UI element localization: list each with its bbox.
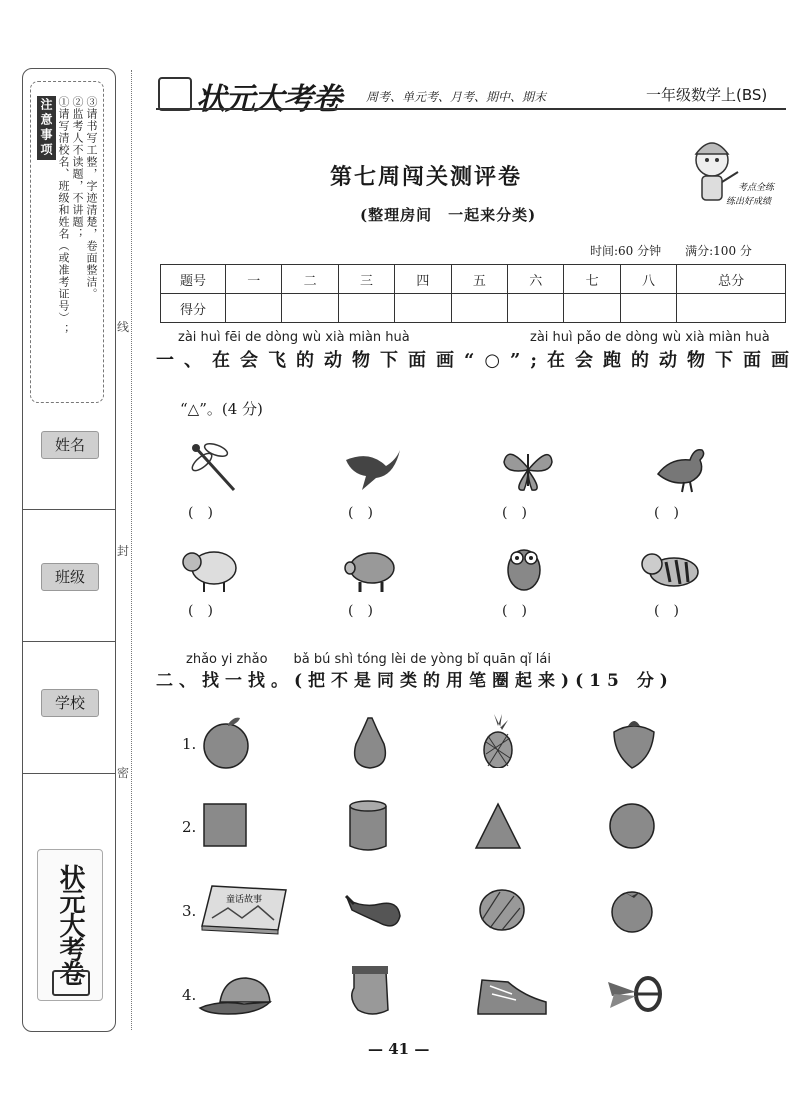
score-input-cell[interactable] xyxy=(620,294,676,323)
mitten-icon[interactable] xyxy=(344,962,404,1018)
left-margin-panel xyxy=(22,68,116,1032)
notice-line-1: ①请写清校名、班级和姓名（或准考证号）； xyxy=(57,96,70,336)
q1-pinyin-left: zài huì fēi de dòng wù xià miàn huà xyxy=(178,330,410,345)
notice-line-2: ②监考人不读题，不讲题； xyxy=(71,96,84,240)
q1-text-continued: “△”。(4 分) xyxy=(180,400,263,418)
pineapple-icon[interactable] xyxy=(468,712,528,768)
cap-icon[interactable] xyxy=(198,966,282,1022)
dragonfly-icon xyxy=(186,440,246,496)
class-field-label: 班级 xyxy=(41,563,99,591)
cut-mark-seal: 封 xyxy=(117,544,130,558)
score-input-cell[interactable] xyxy=(451,294,507,323)
table-cell: 二 xyxy=(282,265,338,294)
publisher-logo-icon xyxy=(52,970,90,996)
mascot-caption-2: 练出好成绩 xyxy=(726,197,772,207)
pear-icon[interactable] xyxy=(340,714,400,770)
field-separator xyxy=(23,641,115,642)
swallow-icon xyxy=(342,440,402,496)
strawberry-icon[interactable] xyxy=(604,714,664,770)
q2-pinyin: zhǎo yi zhǎo bǎ bú shì tóng lèi de yòng bǐ quān qǐ lái xyxy=(186,652,551,667)
pig-icon xyxy=(340,540,400,596)
storybook-title: 童话故事 xyxy=(226,895,263,905)
storybook-icon[interactable] xyxy=(198,880,290,936)
table-cell: 八 xyxy=(620,265,676,294)
table-cell: 五 xyxy=(451,265,507,294)
table-cell: 得分 xyxy=(161,294,226,323)
side-logo xyxy=(37,849,103,1001)
table-cell: 六 xyxy=(508,265,564,294)
side-logo-text: 状元大考卷 xyxy=(55,864,85,984)
school-field-label: 学校 xyxy=(41,689,99,717)
publisher-logo-icon xyxy=(158,77,192,111)
answer-paren[interactable]: ( ) xyxy=(654,505,679,521)
score-input-cell[interactable] xyxy=(226,294,282,323)
header-brand: 状元大考卷 xyxy=(196,82,341,117)
answer-paren[interactable]: ( ) xyxy=(348,603,373,619)
answer-paren[interactable]: ( ) xyxy=(654,603,679,619)
eggplant-icon[interactable] xyxy=(344,882,404,938)
table-cell: 总分 xyxy=(677,265,786,294)
page-subtitle: (整理房间 一起来分类) xyxy=(360,206,537,224)
scissors-icon[interactable] xyxy=(604,966,664,1022)
cut-mark-line: 线 xyxy=(117,320,130,334)
notice-box xyxy=(30,81,104,403)
q1-text: 一、在会飞的动物下面画“○”;在会跑的动物下面画 xyxy=(156,350,800,371)
table-cell: 四 xyxy=(395,265,451,294)
row-number: 3. xyxy=(182,902,197,920)
mascot-icon xyxy=(678,126,788,216)
circle-icon[interactable] xyxy=(604,798,664,854)
apple-icon[interactable] xyxy=(198,714,258,770)
table-row xyxy=(161,265,786,294)
owl-icon xyxy=(494,538,554,594)
score-table xyxy=(160,264,786,323)
table-cell: 七 xyxy=(564,265,620,294)
page-title: 第七周闯关测评卷 xyxy=(330,164,523,190)
tomato-icon[interactable] xyxy=(604,880,664,936)
answer-paren[interactable]: ( ) xyxy=(502,603,527,619)
cut-line xyxy=(131,70,132,1030)
row-number: 1. xyxy=(182,735,197,753)
answer-paren[interactable]: ( ) xyxy=(348,505,373,521)
butterfly-icon xyxy=(498,440,558,496)
score-input-cell[interactable] xyxy=(395,294,451,323)
q2-text: 二、找一找。(把不是同类的用笔圈起来)(15 分) xyxy=(156,671,674,691)
tiger-icon xyxy=(640,540,700,596)
answer-paren[interactable]: ( ) xyxy=(188,505,213,521)
answer-paren[interactable]: ( ) xyxy=(502,505,527,521)
table-cell: 三 xyxy=(338,265,394,294)
page-number: — 41 — xyxy=(368,1040,430,1058)
score-input-cell[interactable] xyxy=(564,294,620,323)
triangle-icon[interactable] xyxy=(468,798,528,854)
field-separator xyxy=(23,773,115,774)
score-input-cell[interactable] xyxy=(677,294,786,323)
q1-pinyin-right: zài huì pǎo de dòng wù xià miàn huà xyxy=(530,330,770,345)
score-input-cell[interactable] xyxy=(338,294,394,323)
square-icon[interactable] xyxy=(198,798,258,854)
table-cell: 一 xyxy=(226,265,282,294)
cabbage-icon[interactable] xyxy=(470,880,530,936)
mascot-caption-1: 考点全练 xyxy=(738,183,775,193)
pigeon-icon xyxy=(650,440,710,496)
answer-paren[interactable]: ( ) xyxy=(188,603,213,619)
field-separator xyxy=(23,509,115,510)
notice-line-3: ③请书写工整，字迹清楚，卷面整洁。 xyxy=(85,96,98,300)
table-row xyxy=(161,294,786,323)
sneaker-icon[interactable] xyxy=(472,966,550,1022)
header-tagline: 周考、单元考、月考、期中、期末 xyxy=(366,90,547,104)
header-rule xyxy=(156,108,786,110)
score-input-cell[interactable] xyxy=(282,294,338,323)
time-info: 时间:60 分钟 满分:100 分 xyxy=(590,244,752,258)
table-cell: 题号 xyxy=(161,265,226,294)
header-grade: 一年级数学上(BS) xyxy=(646,86,768,104)
sheep-icon xyxy=(180,540,240,596)
row-number: 2. xyxy=(182,818,197,836)
notice-heading: 注意事项 xyxy=(37,96,56,160)
name-field-label: 姓名 xyxy=(41,431,99,459)
score-input-cell[interactable] xyxy=(508,294,564,323)
row-number: 4. xyxy=(182,986,197,1004)
cylinder-icon[interactable] xyxy=(338,798,398,854)
cut-mark-secret: 密 xyxy=(117,766,130,780)
